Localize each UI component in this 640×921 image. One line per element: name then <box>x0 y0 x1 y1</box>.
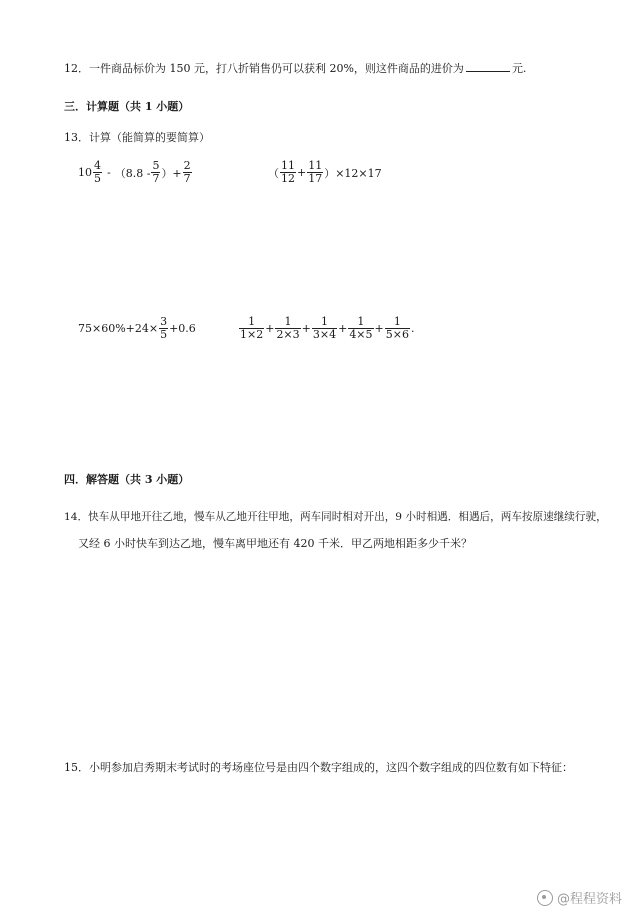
e1-paren-close: ）+ <box>161 166 182 180</box>
e4-term-1: $\frac{1}{1\times 2}$ <box>240 315 264 341</box>
e1-minus: - <box>107 166 111 179</box>
expression-3 <box>78 316 196 341</box>
section-4-heading: 四．解答题（共 3 小题） <box>64 473 190 486</box>
e2-fraction-1: $\frac{11}{12}$ <box>281 159 295 185</box>
e2-paren-open: （ <box>268 166 279 180</box>
e4-term-2: $\frac{1}{2\times 3}$ <box>276 315 300 341</box>
e4-end: . <box>410 322 415 335</box>
e4-term-4: $\frac{1}{4\times 5}$ <box>349 315 373 341</box>
e1-fraction-1: $\frac{4}{5}$ <box>94 159 101 185</box>
expression-4 <box>238 316 414 341</box>
e3-head: 75×60%+24× <box>78 322 159 335</box>
watermark-icon <box>537 890 553 906</box>
section-3-heading: 三．计算题（共 1 小题） <box>64 100 190 113</box>
e4-plus-3: + <box>338 322 348 335</box>
e4-plus-2: + <box>301 322 311 335</box>
e2-tail: ）×12×17 <box>324 166 382 180</box>
e3-tail: +0.6 <box>169 322 196 335</box>
question-14-line-2: 又经 6 小时快车到达乙地，慢车离甲地还有 420 千米．甲乙两地相距多少千米？ <box>78 537 472 550</box>
q12-text: 12．一件商品标价为 150 元，打八折销售仍可以获利 20%，则这件商品的进价为 <box>64 62 464 75</box>
expression-1 <box>78 160 193 185</box>
e1-paren-open: （8.8 - <box>114 166 151 180</box>
e4-plus-4: + <box>374 322 384 335</box>
question-15-line-1: 15．小明参加启秀期末考试时的考场座位号是由四个数字组成的，这四个数字组成的四位数有如下特征： <box>64 761 573 774</box>
answer-blank <box>466 61 510 72</box>
question-13-title: 13．计算（能简算的要简算） <box>64 131 210 144</box>
watermark <box>537 888 622 907</box>
e1-fraction-3: $\frac{2}{7}$ <box>183 159 191 185</box>
question-12 <box>64 60 526 76</box>
q12-unit: 元. <box>511 62 527 75</box>
e4-plus-1: + <box>265 322 275 335</box>
e4-term-5: $\frac{1}{5\times 6}$ <box>385 315 409 341</box>
expression-2 <box>268 160 382 185</box>
e1-fraction-2: $\frac{5}{7}$ <box>152 159 160 185</box>
e2-fraction-2: $\frac{11}{17}$ <box>308 159 323 185</box>
e3-fraction: $\frac{3}{5}$ <box>160 315 168 341</box>
watermark-text: @程程资料 <box>556 892 622 907</box>
question-14-line-1: 14．快车从甲地开往乙地，慢车从乙地开往甲地，两车同时相对开出，9 小时相遇．相遇后，两车按原速继续行驶， <box>64 511 607 523</box>
e1-whole: 10 <box>78 166 92 179</box>
e2-plus: + <box>297 166 307 179</box>
e4-term-3: $\frac{1}{3\times 4}$ <box>312 315 337 341</box>
